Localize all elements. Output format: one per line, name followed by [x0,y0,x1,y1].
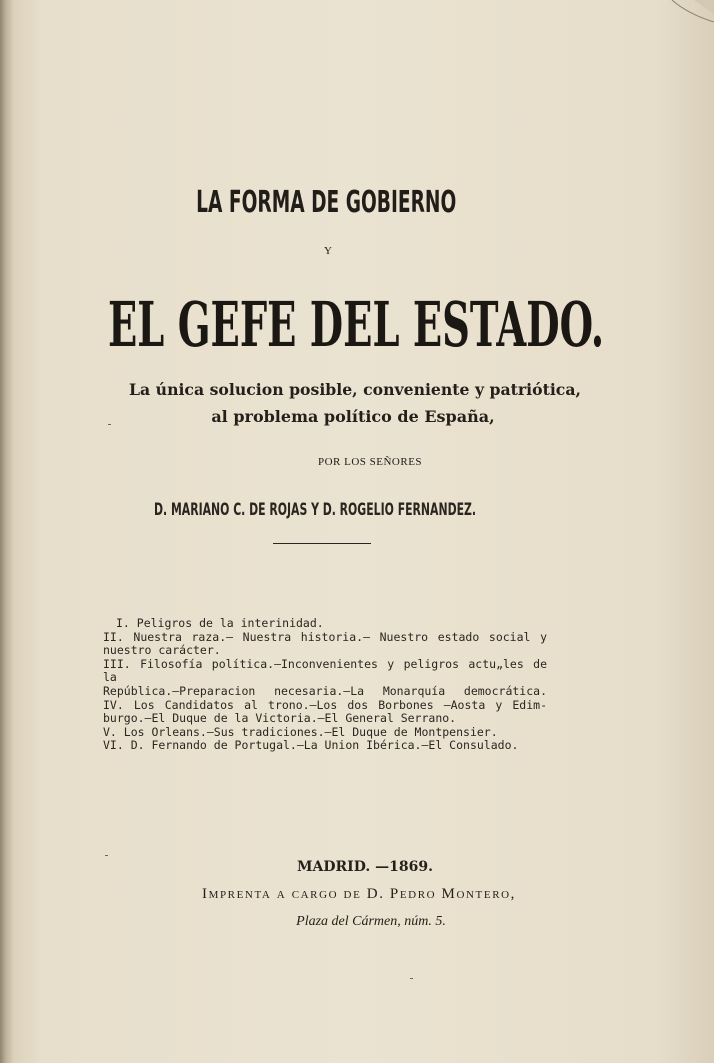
imprint-address: Plaza del Cármen, núm. 5. [296,914,446,929]
toc-line: I. Peligros de la interinidad. [116,616,324,630]
ink-speck [105,855,108,856]
subtitle-line-1: La única solucion posible, conveniente y patriótica, [129,380,581,399]
toc-line: burgo.—El Duque de la Victoria.—El General Serrano. [103,711,457,726]
toc-line: República.—Preparacion necesaria.—La Monarquía democrática. [103,683,547,698]
toc-line: II. Nuestra raza.— Nuestra historia.— Nuestro estado social y [103,629,547,644]
subtitle-line-2: al problema político de España, [211,407,495,426]
toc-line: III. Filosofía política.—Inconvenientes y peligros actu„les de la [103,656,547,685]
corner-fold [654,0,714,40]
authors: D. MARIANO C. DE ROJAS Y D. ROGELIO FERNANDEZ. [154,500,477,520]
title-conjunction: Y [324,245,332,257]
ink-speck [410,978,413,979]
toc-line: IV. Los Candidatos al trono.—Los dos Borbones —Aosta y Edim- [103,697,547,712]
byline: POR LOS SEÑORES [317,456,423,468]
imprint-city-year: MADRID. —1869. [297,859,433,875]
imprint-printer: Imprenta a cargo de D. Pedro Montero, [201,886,517,902]
ink-speck [108,424,111,425]
toc-line: VI. D. Fernando de Portugal.—La Union Ibérica.—El Consulado. [103,738,519,753]
title-line-1: LA FORMA DE GOBIERNO [196,185,457,220]
toc-line: V. Los Orleans.—Sus tradiciones.—El Duque de Montpensier. [103,724,498,739]
divider-rule [273,543,371,544]
title-line-2: EL GEFE DEL ESTADO. [108,288,605,361]
table-of-contents [103,617,547,753]
toc-line: nuestro carácter. [103,643,221,658]
